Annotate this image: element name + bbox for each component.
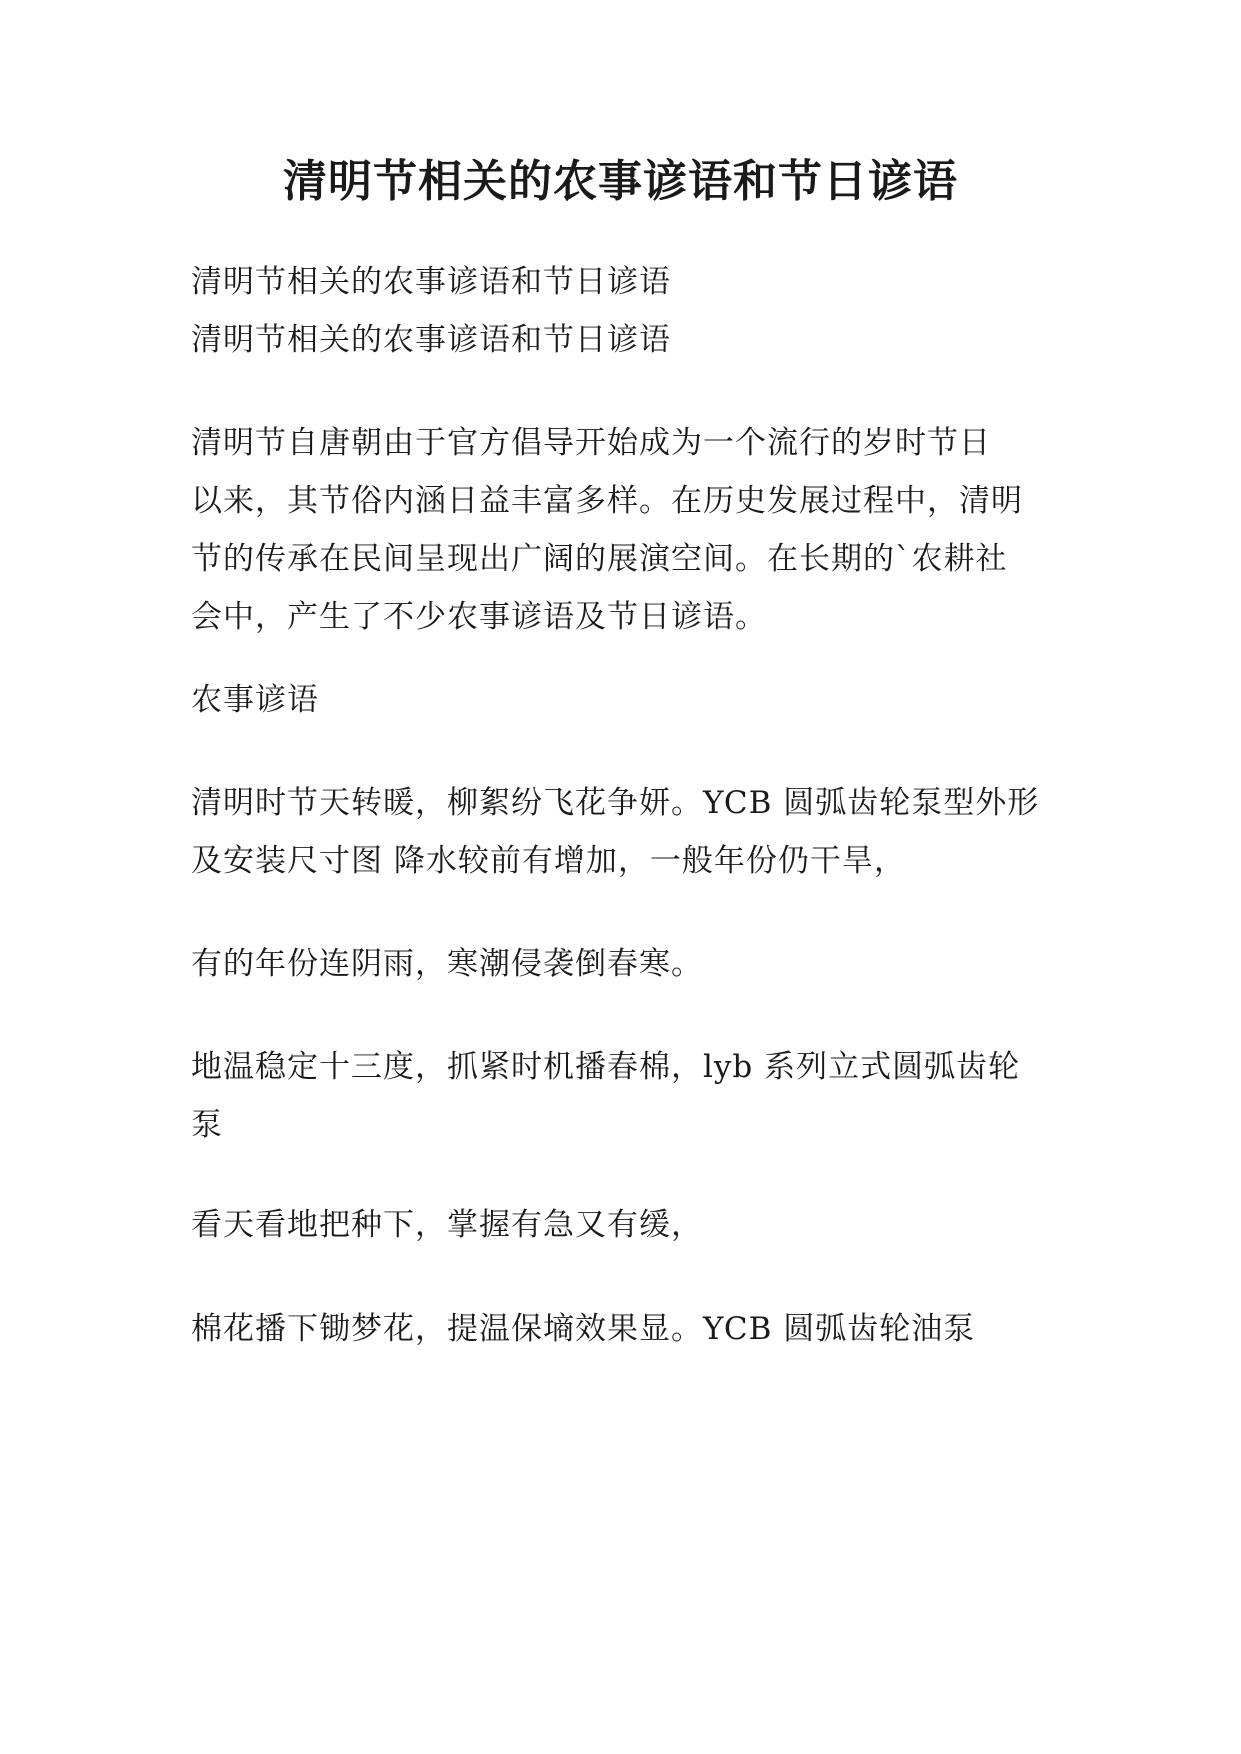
subtitle-line: 清明节相关的农事谚语和节日谚语 xyxy=(191,264,671,300)
paragraph-line: 泵 xyxy=(191,1107,223,1143)
proverb-paragraph-4 xyxy=(191,1196,1071,1254)
proverb-paragraph-5 xyxy=(191,1300,1071,1358)
paragraph-line: 棉花播下锄梦花，提温保墒效果显。YCB 圆弧齿轮油泵 xyxy=(191,1311,976,1347)
paragraph-line: 有的年份连阴雨，寒潮侵袭倒春寒。 xyxy=(191,946,703,982)
paragraph-line: 地温稳定十三度，抓紧时机播春棉，lyb 系列立式圆弧齿轮 xyxy=(191,1049,1021,1085)
subtitle-line: 清明节相关的农事谚语和节日谚语 xyxy=(191,322,671,358)
paragraph-line: 以来，其节俗内涵日益丰富多样。在历史发展过程中，清明 xyxy=(191,483,1023,519)
page-title: 清明节相关的农事谚语和节日谚语 xyxy=(283,156,958,207)
section-heading-text: 农事谚语 xyxy=(191,682,319,718)
subtitle-block xyxy=(191,253,1071,369)
paragraph-line: 看天看地把种下，掌握有急又有缓， xyxy=(191,1207,703,1243)
paragraph-line: 清明节自唐朝由于官方倡导开始成为一个流行的岁时节日 xyxy=(191,425,991,461)
paragraph-line: 会中，产生了不少农事谚语及节日谚语。 xyxy=(191,599,767,635)
paragraph-line: 节的传承在民间呈现出广阔的展演空间。在长期的`农耕社 xyxy=(191,541,1008,577)
section-heading xyxy=(191,671,1071,729)
proverb-paragraph-3 xyxy=(191,1038,1071,1154)
proverb-paragraph-2 xyxy=(191,935,1071,993)
intro-paragraph xyxy=(191,414,1071,646)
paragraph-line: 及安装尺寸图 降水较前有增加，一般年份仍干旱， xyxy=(191,843,906,879)
proverb-paragraph-1 xyxy=(191,774,1071,890)
paragraph-line: 清明时节天转暖，柳絮纷飞花争妍。YCB 圆弧齿轮泵型外形 xyxy=(191,785,1040,821)
